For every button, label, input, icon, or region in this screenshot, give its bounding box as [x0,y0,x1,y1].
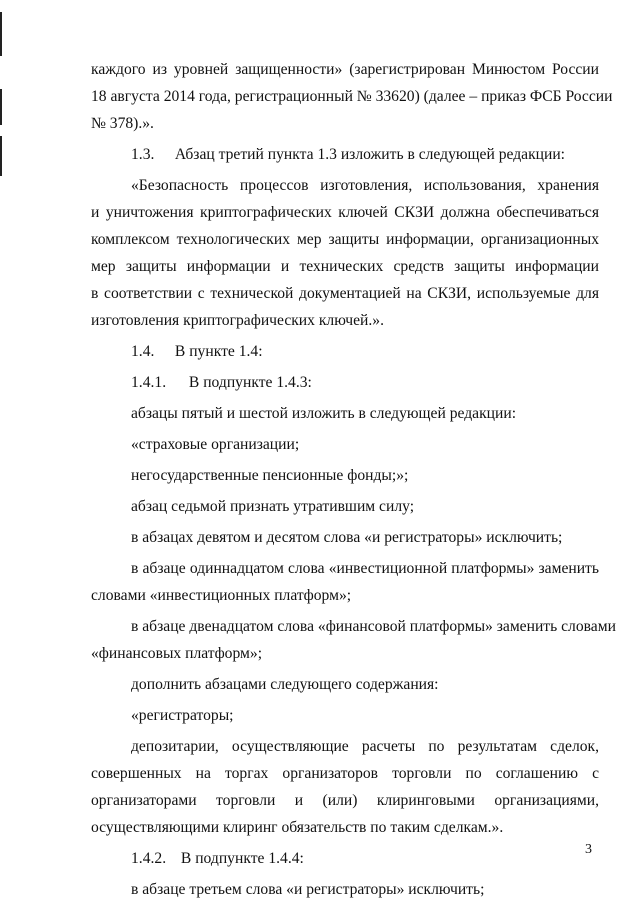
paragraph-text: Абзац третий пункта 1.3 изложить в следующей редакции: [174,146,566,163]
text-line: абзац седьмой признать утратившим силу; [131,498,415,515]
text-line: 18 августа 2014 года, регистрационный № 33620) (далее – приказ ФСБ России [91,88,613,105]
scan-margin-mark [0,89,2,125]
text-line: мер защиты информации и технических средств защиты информации [91,258,599,275]
text-line: дополнить абзацами следующего содержания: [131,676,439,693]
text-line: в абзаце третьем слова «и регистраторы» исключить; [131,881,485,898]
paragraph-1-4-1 [91,373,599,392]
text-line: в абзацах девятом и десятом слова «и регистраторы» исключить; [131,529,563,546]
text-line: изготовления криптографических ключей.». [91,312,384,329]
page-number: 3 [585,842,592,857]
paragraph-number: 1.4.2. [131,850,167,867]
document-body [91,60,616,899]
paragraph-1-3 [91,145,599,164]
paragraph-number: 1.3. [131,146,155,163]
text-line: депозитарии, осуществляющие расчеты по результатам сделок, [131,738,599,755]
text-line: «страховые организации; [131,436,300,453]
text-line: словами «инвестиционных платформ»; [91,587,352,604]
text-line: комплексом технологических мер защиты информации, организационных [91,231,599,248]
text-line: организаторами торговли и (или) клиринговыми организациями, [91,792,599,809]
text-line: негосударственные пенсионные фонды;»; [131,467,409,484]
paragraph-1-4-2 [91,849,599,868]
text-line: каждого из уровней защищенности» (зарегистрирован Минюстом России [91,61,599,78]
text-line: «Безопасность процессов изготовления, использования, хранения [131,177,599,194]
text-line: в соответствии с технической документацией на СКЗИ, используемые для [91,285,599,302]
paragraph-1-4 [91,342,599,361]
scan-margin-mark [0,12,2,56]
text-line: «финансовых платформ»; [91,645,263,662]
text-line: № 378).». [91,115,154,132]
text-line: в абзаце одиннадцатом слова «инвестиционной платформы» заменить [131,560,599,577]
paragraph-number: 1.4.1. [131,374,167,391]
paragraph-text: В подпункте 1.4.3: [188,374,312,391]
text-line: и уничтожения криптографических ключей СКЗИ должна обеспечиваться [91,204,599,221]
text-line: абзацы пятый и шестой изложить в следующей редакции: [131,405,517,422]
text-line: в абзаце двенадцатом слова «финансовой платформы» заменить словами [131,618,616,635]
paragraph-text: В пункте 1.4: [174,343,263,360]
paragraph-text: В подпункте 1.4.4: [180,850,304,867]
text-line: совершенных на торгах организаторов торговли по соглашению с [91,765,599,782]
paragraph-number: 1.4. [131,343,155,360]
text-line: «регистраторы; [131,707,234,724]
scan-margin-mark [0,136,2,176]
text-line: осуществляющими клиринг обязательств по таким сделкам.». [91,819,504,836]
